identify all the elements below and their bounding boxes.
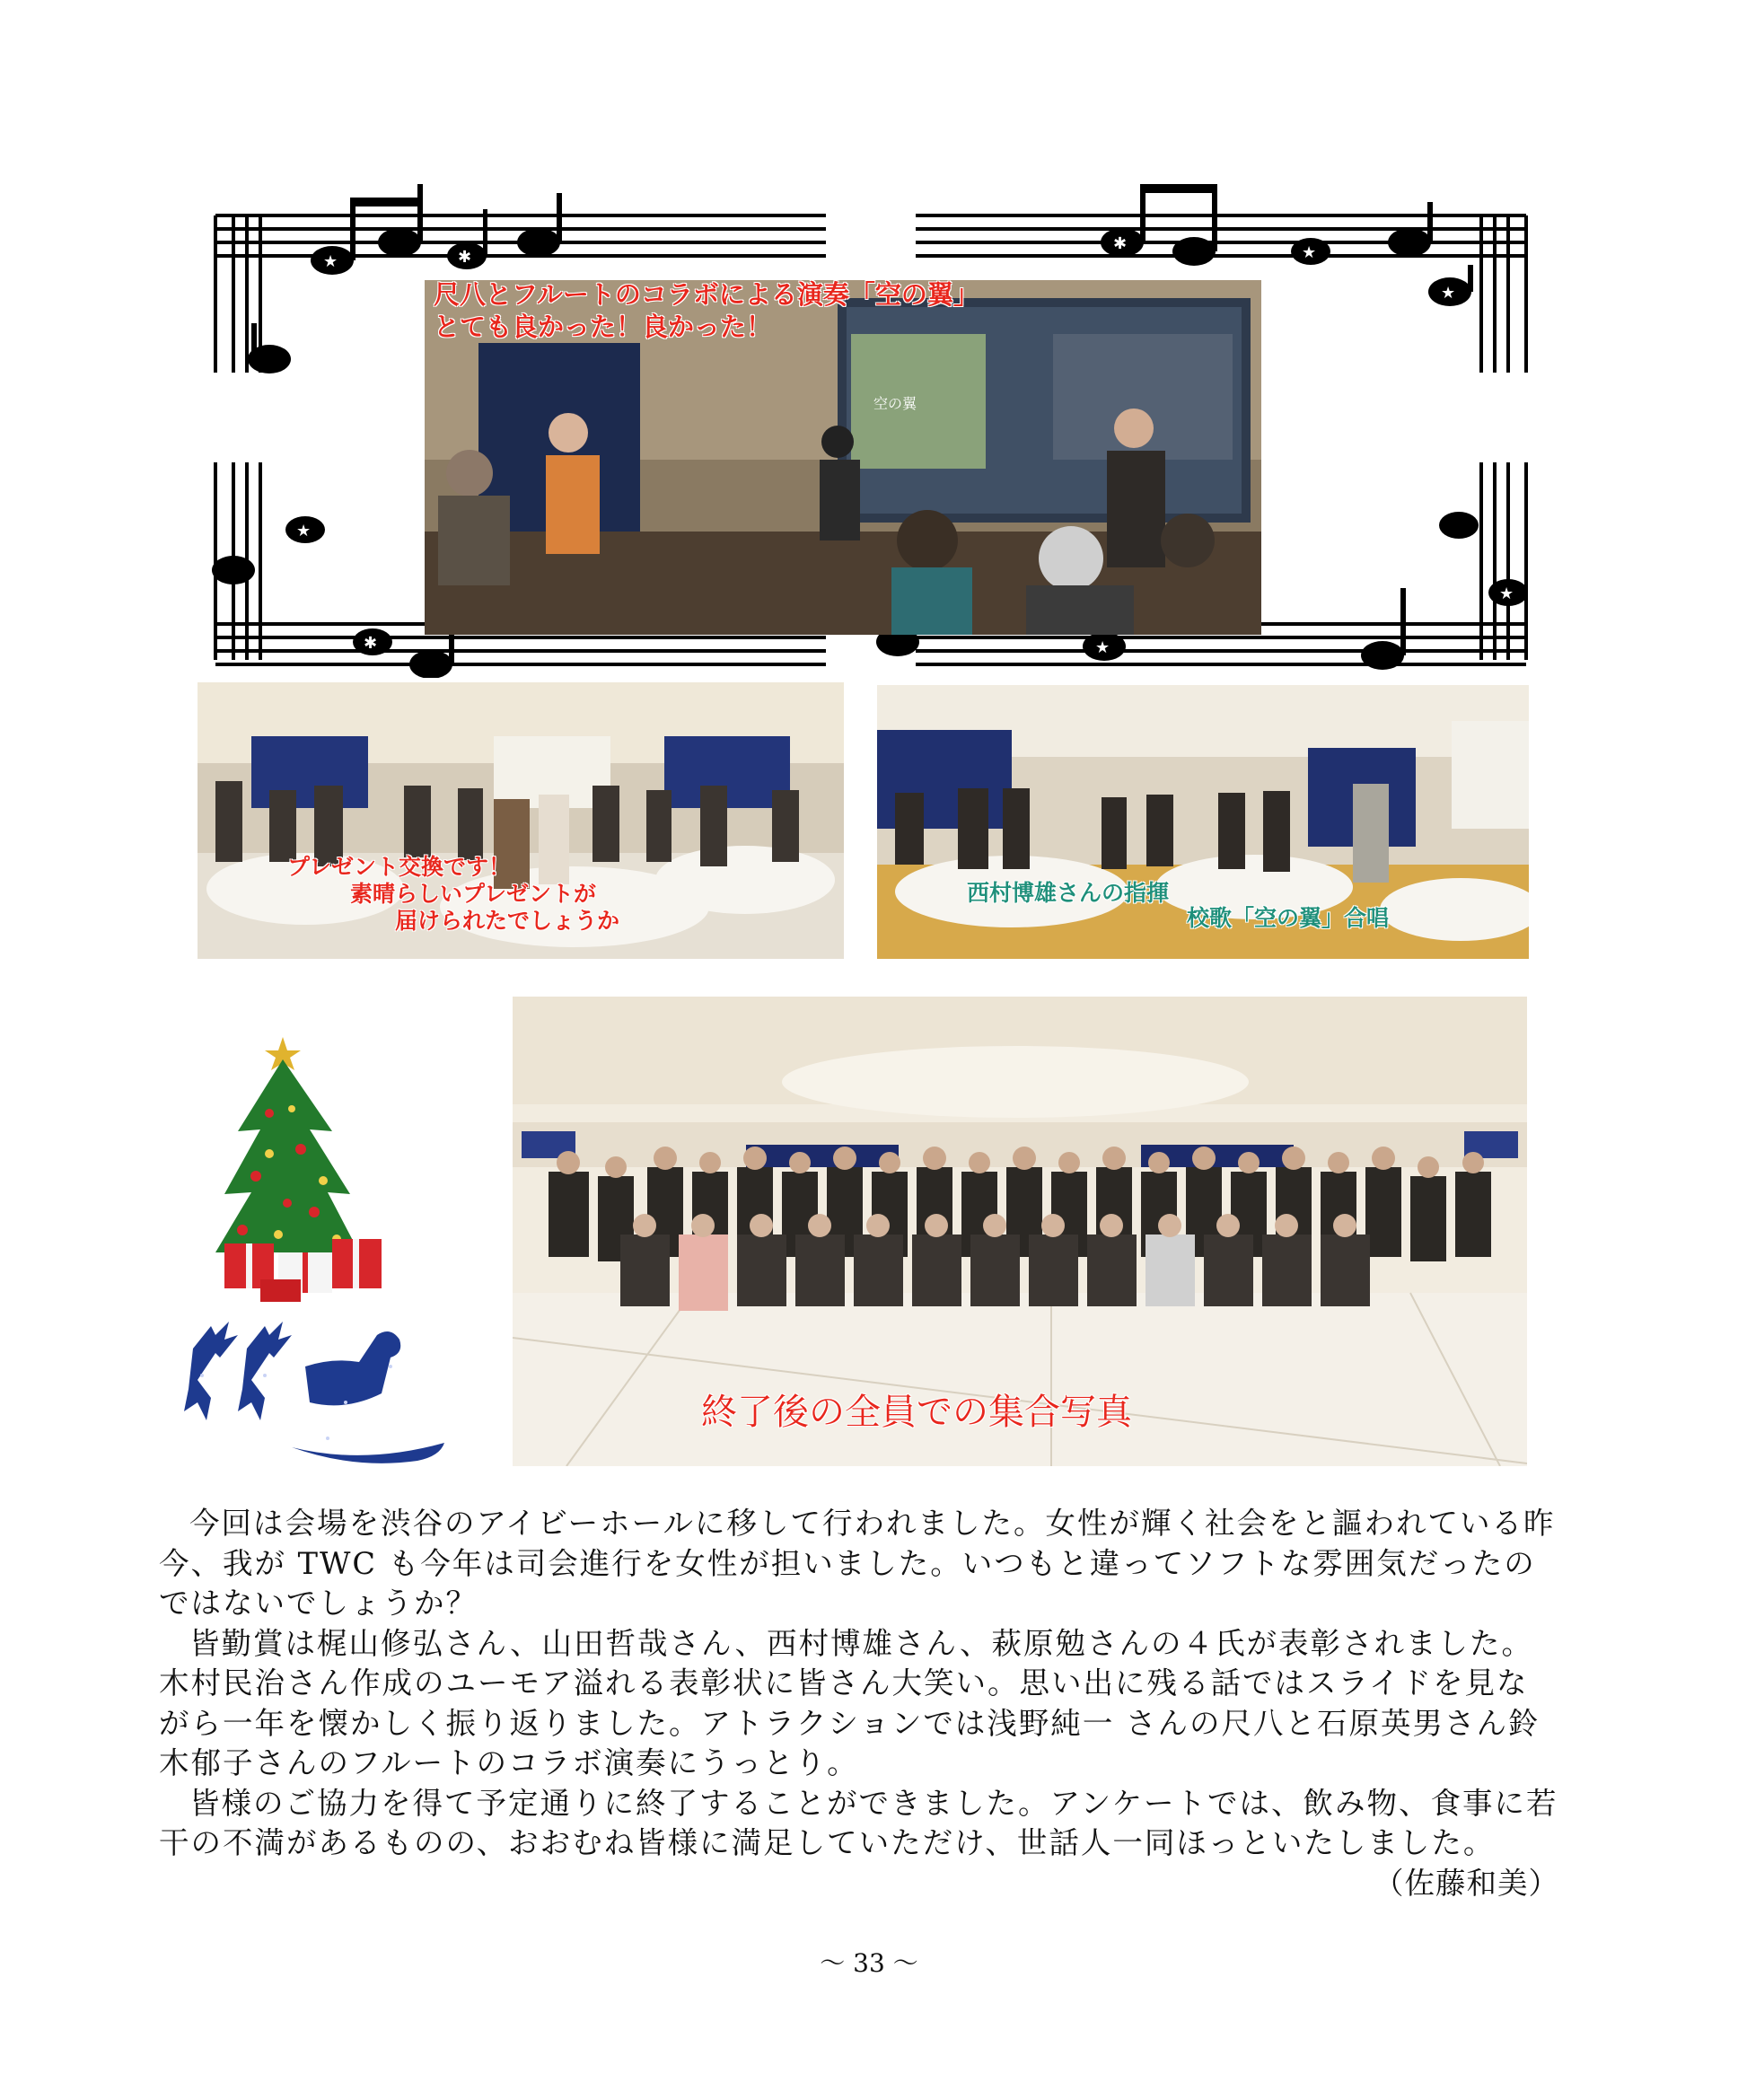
- present-exchange-photo: [198, 682, 844, 959]
- svg-text:✱: ✱: [1113, 234, 1128, 253]
- present-caption-line1: プレゼント交換です！: [287, 854, 512, 880]
- paragraph-venue: 今回は会場を渋谷のアイビーホールに移して行われました。女性が輝く社会をと謳われている昨今、我が TWC も今年は司会進行を女性が担いました。いつもと違ってソフトな雰囲気だったのではないでしょうか？: [159, 1506, 1556, 1621]
- screen-title: 空の翼: [873, 395, 917, 412]
- group-photo-caption: 終了後の全員での集合写真: [701, 1392, 1132, 1433]
- svg-text:★: ★: [1302, 243, 1317, 262]
- school-song-photo: [877, 685, 1529, 959]
- paragraph-awards: 皆勤賞は梶山修弘さん、山田哲哉さん、西村博雄さん、萩原勉さんの４氏が表彰されました。木村民治さん作成のユーモア溢れる表彰状に皆さん大笑い。思い出に残る話ではスライドを見ながら一年を懐かしく振り返りました。アトラクションでは浅野純一 さんの尺八と石原英男さん鈴木郁子さんのフルートのコラボ演奏にうっとり。: [159, 1625, 1540, 1780]
- school-song-caption-line1: 西村博雄さんの指揮: [967, 880, 1170, 906]
- svg-text:✱: ✱: [458, 248, 472, 267]
- author-signature: （佐藤和美）: [1374, 1865, 1559, 1901]
- school-song-caption-line2: 校歌「空の翼」合唱: [1187, 905, 1390, 931]
- performance-photo: [425, 280, 1261, 635]
- svg-text:★: ★: [1499, 584, 1514, 603]
- article-body: [159, 1504, 1559, 1903]
- svg-text:✱: ✱: [364, 634, 378, 653]
- svg-text:★: ★: [323, 252, 338, 271]
- paragraph-closing-text: 皆様のご協力を得て予定通りに終了することができました。アンケートでは、飲み物、食事に若干の不満があるものの、おおむね皆様に満足していただけ、世話人一同ほっといたしました。: [159, 1785, 1558, 1860]
- svg-text:★: ★: [1095, 638, 1110, 657]
- present-caption-line2: 素晴らしいプレゼントが: [350, 881, 597, 907]
- paragraph-closing: [159, 1784, 1559, 1901]
- performance-caption-line1: 尺八とフルートのコラボによる演奏「空の翼」: [434, 280, 979, 310]
- christmas-tree-illustration: [206, 1024, 422, 1302]
- reindeer-sleigh-illustration: [166, 1313, 471, 1479]
- svg-text:★: ★: [296, 522, 312, 540]
- group-photo: [513, 997, 1527, 1466]
- page-number: ～ 33 ～: [820, 1948, 918, 1978]
- present-caption-line3: 届けられたでしょうか: [395, 908, 620, 934]
- performance-caption-line2: とても良かった！良かった！: [434, 312, 773, 342]
- svg-text:★: ★: [1441, 284, 1456, 303]
